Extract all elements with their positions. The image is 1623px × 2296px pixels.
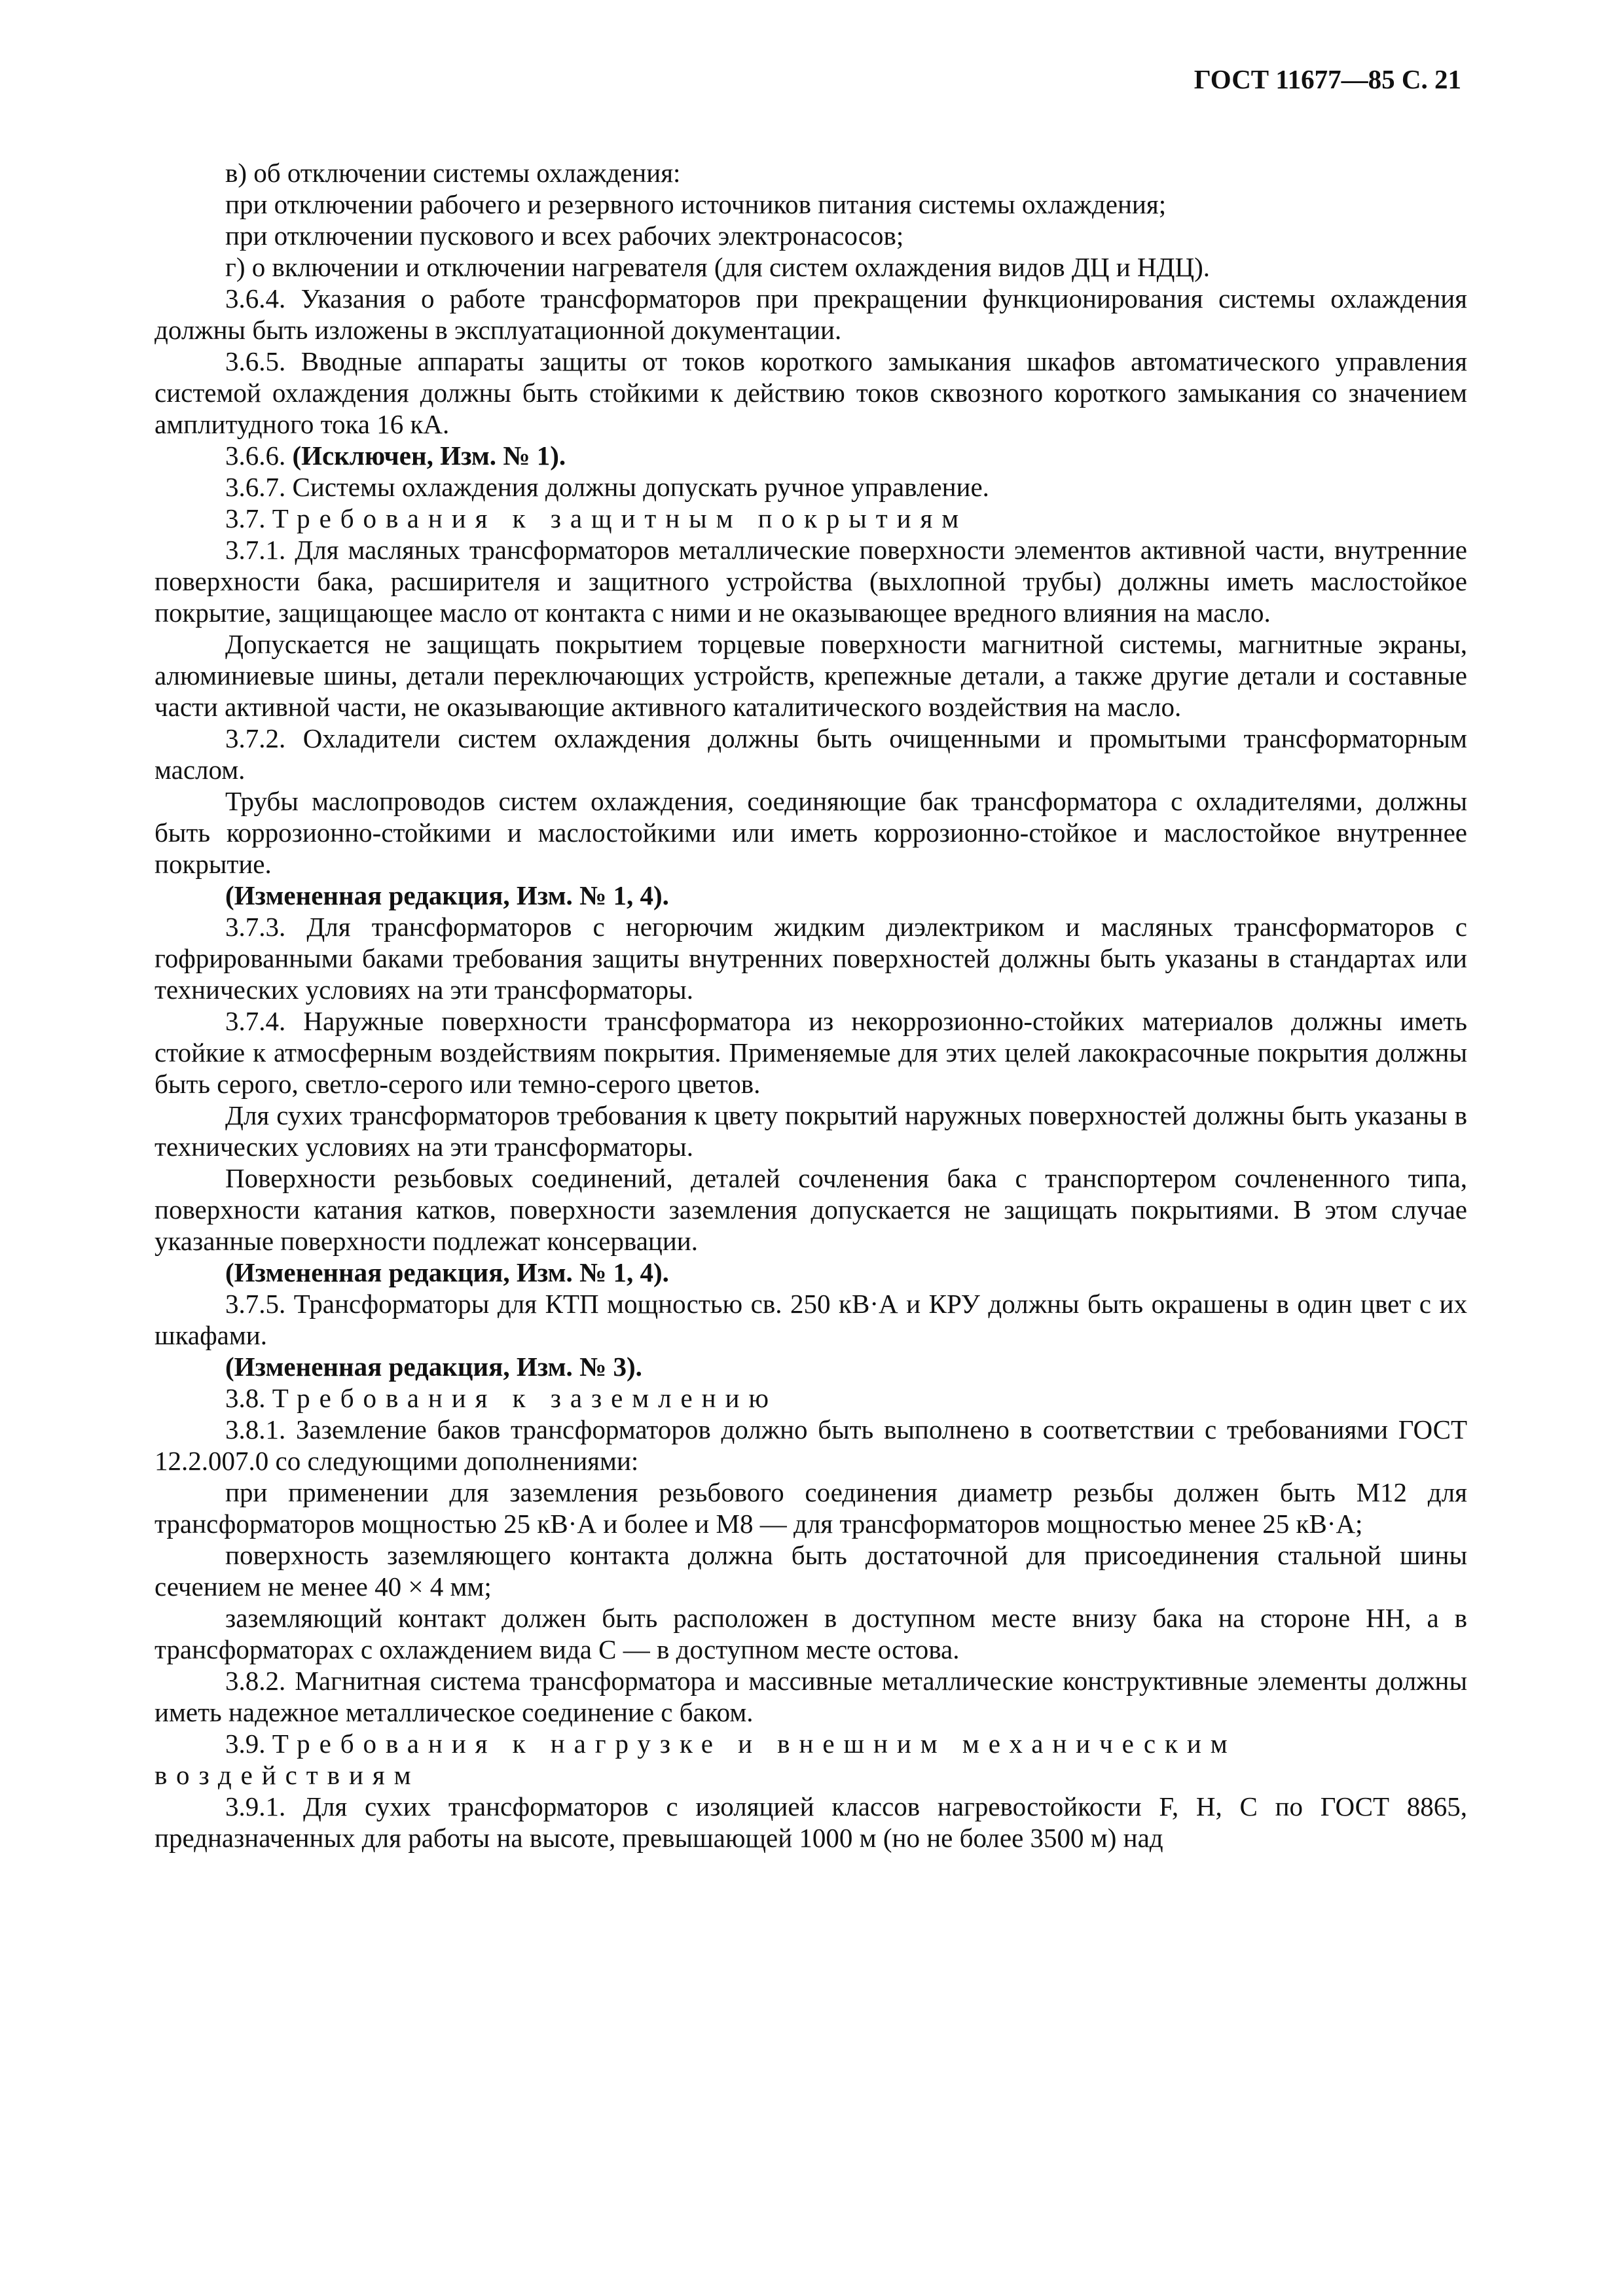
amendment-note bbox=[155, 1257, 1467, 1288]
section-heading bbox=[155, 1382, 1467, 1414]
amendment-note-text: (Измененная редакция, Изм. № 1, 4). bbox=[225, 880, 669, 910]
paragraph: 3.6.4. Указания о работе трансформаторов при прекращении функционирования системы охлаждения должны быть изложены в эксплуатационной документации. bbox=[155, 283, 1467, 345]
paragraph: 3.8.2. Магнитная система трансформатора и массивные металлические конструктивные элементы должны иметь надежное металлическое соединение с баком. bbox=[155, 1666, 1467, 1727]
exclusion-note: (Исключен, Изм. № 1). bbox=[292, 440, 566, 471]
paragraph: при отключении рабочего и резервного источников питания системы охлаждения; bbox=[225, 189, 1167, 219]
paragraph: 3.7.4. Наружные поверхности трансформатора из некоррозионно-стойких материалов должны иметь стойкие к атмосферным воздействиям покрытия. Применяемые для этих целей лакокрасочные покрытия должны быть серого, светло-серого или темно-серого цветов. bbox=[155, 1006, 1467, 1099]
section-number: 3.9. bbox=[225, 1729, 272, 1759]
section-number: 3.8. bbox=[225, 1383, 272, 1413]
section-number: 3.7. bbox=[225, 503, 272, 533]
paragraph: 3.7.5. Трансформаторы для КТП мощностью св. 250 кВ·А и КРУ должны быть окрашены в один цвет с их шкафами. bbox=[155, 1289, 1467, 1350]
page-header: ГОСТ 11677—85 С. 21 bbox=[1194, 64, 1461, 94]
section-title: Требования к заземлению bbox=[272, 1383, 778, 1413]
clause-number: 3.6.6. bbox=[225, 440, 293, 471]
paragraph: в) об отключении системы охлаждения: bbox=[225, 158, 681, 188]
excluded-clause bbox=[155, 440, 1467, 471]
paragraph: при отключении пускового и всех рабочих электронасосов; bbox=[225, 221, 904, 251]
paragraph: 3.9.1. Для сухих трансформаторов с изоляцией классов нагревостойкости F, H, C по ГОСТ 8865, предназначенных для работы на высоте, превышающей 1000 м (но не более 3500 м) над bbox=[155, 1791, 1467, 1853]
paragraph: Поверхности резьбовых соединений, деталей сочленения бака с транспортером сочлененного типа, поверхности катания катков, поверхности заземления допускается не защищать покрытиями. В этом случае указанные поверхности подлежат консервации. bbox=[155, 1163, 1467, 1256]
paragraph: заземляющий контакт должен быть расположен в доступном месте внизу бака на стороне НН, а в трансформаторах с охлаждением вида С — в доступном месте остова. bbox=[155, 1603, 1467, 1664]
paragraph: 3.7.3. Для трансформаторов с негорючим жидким диэлектриком и масляных трансформаторов с гофрированными баками требования защиты внутренних поверхностей должны быть указаны в стандартах или технических условиях на эти трансформаторы. bbox=[155, 912, 1467, 1005]
paragraph: Для сухих трансформаторов требования к цвету покрытий наружных поверхностей должны быть указаны в технических условиях на эти трансформаторы. bbox=[155, 1100, 1467, 1162]
section-title: Требования к защитным покрытиям bbox=[272, 503, 968, 533]
amendment-note-text: (Измененная редакция, Изм. № 1, 4). bbox=[225, 1257, 669, 1287]
amendment-note bbox=[155, 1351, 1467, 1382]
section-heading bbox=[155, 503, 1467, 534]
paragraph: Допускается не защищать покрытием торцевые поверхности магнитной системы, магнитные экраны, алюминиевые шины, детали переключающих устройств, крепежные детали, а также другие детали и составные части активной части, не оказывающие активного каталитического воздействия на масло. bbox=[155, 629, 1467, 722]
paragraph: Трубы маслопроводов систем охлаждения, соединяющие бак трансформатора с охладителями, должны быть коррозионно-стойкими и маслостойкими или иметь коррозионно-стойкое и маслостойкое внутреннее покрытие. bbox=[155, 786, 1467, 879]
section-title: Требования к нагрузке и внешним механическим воздействиям bbox=[155, 1729, 1237, 1790]
paragraph: 3.7.1. Для масляных трансформаторов металлические поверхности элементов активной части, внутренние поверхности бака, расширителя и защитного устройства (выхлопной трубы) должны иметь маслостойкое покрытие, защищающее масло от контакта с ними и не оказывающее вредного влияния на масло. bbox=[155, 535, 1467, 628]
paragraph: 3.8.1. Заземление баков трансформаторов должно быть выполнено в соответствии с требованиями ГОСТ 12.2.007.0 со следующими дополнениями: bbox=[155, 1414, 1467, 1476]
paragraph: при применении для заземления резьбового соединения диаметр резьбы должен быть М12 для трансформаторов мощностью 25 кВ·А и более и М8 — для трансформаторов мощностью менее 25 кВ·А; bbox=[155, 1477, 1467, 1539]
paragraph: 3.6.5. Вводные аппараты защиты от токов короткого замыкания шкафов автоматического управления системой охлаждения должны быть стойкими к действию токов сквозного короткого замыкания со значением амплитудного тока 16 кА. bbox=[155, 346, 1467, 439]
amendment-note-text: (Измененная редакция, Изм. № 3). bbox=[225, 1352, 642, 1382]
section-heading bbox=[155, 1728, 1467, 1791]
paragraph: г) о включении и отключении нагревателя (для систем охлаждения видов ДЦ и НДЦ). bbox=[225, 252, 1210, 282]
paragraph: 3.6.7. Системы охлаждения должны допускать ручное управление. bbox=[225, 472, 989, 502]
paragraph: 3.7.2. Охладители систем охлаждения должны быть очищенными и промытыми трансформаторным маслом. bbox=[155, 723, 1467, 785]
paragraph: поверхность заземляющего контакта должна быть достаточной для присоединения стальной шины сечением не менее 40 × 4 мм; bbox=[155, 1540, 1467, 1602]
document-body bbox=[155, 157, 1467, 1854]
amendment-note bbox=[155, 880, 1467, 911]
